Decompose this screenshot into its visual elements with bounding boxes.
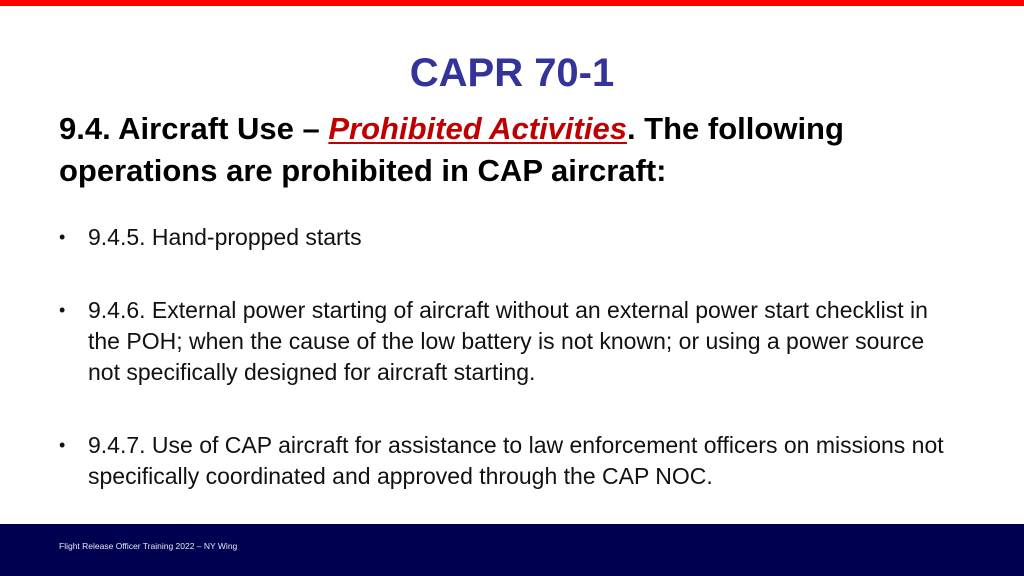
heading-accent: Prohibited Activities: [328, 111, 627, 146]
bullet-marker-icon: •: [59, 300, 66, 320]
top-accent-bar: [0, 0, 1024, 6]
footer-bar: [0, 524, 1024, 576]
bullet-item: [59, 295, 959, 388]
heading-suffix: . The following operations are prohibited in CAP aircraft:: [59, 111, 844, 188]
bullet-text: 9.4.6. External power starting of aircraft without an external power start checklist in the POH; when the cause of the low battery is not known; or using a power source not specifically designed for aircraft starting.: [88, 297, 928, 385]
heading-prefix: 9.4. Aircraft Use –: [59, 111, 329, 146]
bullet-text: 9.4.7. Use of CAP aircraft for assistance to law enforcement officers on missions not specifically coordinated and approved through the CAP NOC.: [88, 432, 944, 489]
bullet-marker-icon: •: [59, 435, 66, 455]
bullet-marker-icon: •: [59, 227, 66, 247]
bullet-list: [59, 222, 959, 492]
section-heading: [59, 108, 989, 192]
footer-text: Flight Release Officer Training 2022 – NY Wing: [59, 541, 238, 551]
slide-title: CAPR 70-1: [409, 51, 615, 95]
bullet-item: [59, 222, 959, 253]
bullet-item: [59, 430, 959, 492]
bullet-text: 9.4.5. Hand-propped starts: [88, 224, 362, 250]
